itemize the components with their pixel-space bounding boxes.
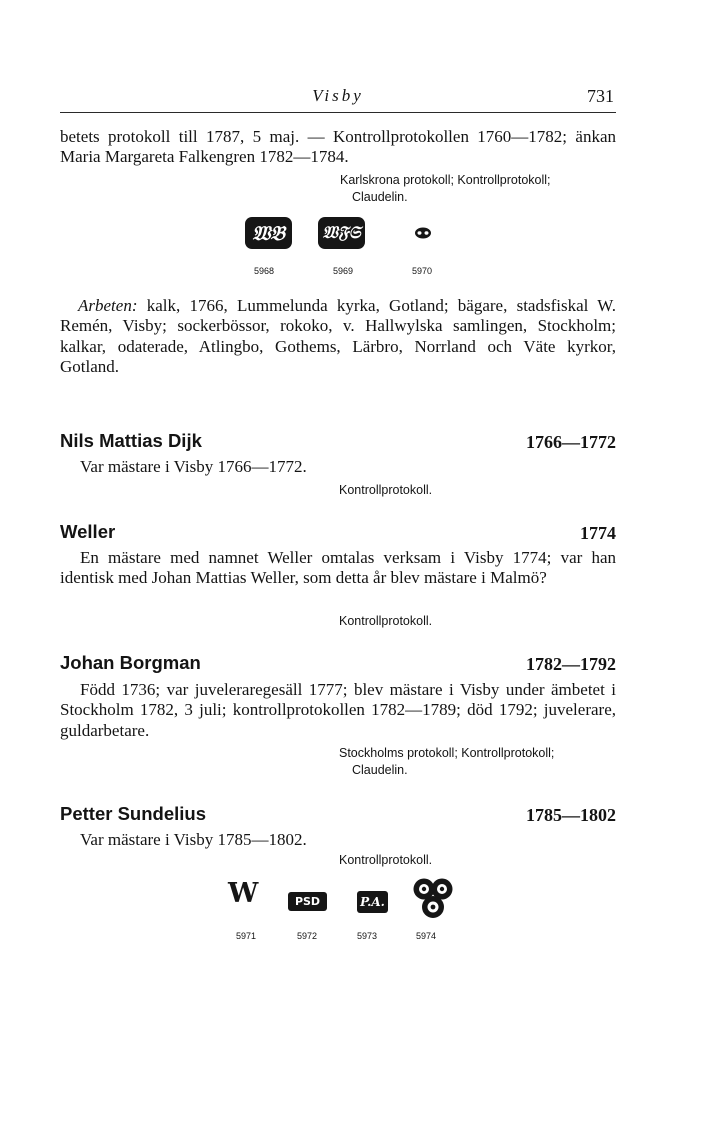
entry-name: Petter Sundelius <box>60 803 206 824</box>
mark-number-5970: 5970 <box>412 266 433 276</box>
entry-text-borgman: Född 1736; var juveleraregesäll 1777; blev mästare i Visby under ämbetet i Stockholm 1782, 3 juli; kontrollprotokollen 1782—1789; död 1792; juvelerare, guldarbetare. <box>60 680 616 740</box>
entry-source-borgman-line-1: Stockholms protokoll; Kontrollprotokoll; <box>339 746 555 760</box>
mark-number-5973: 5973 <box>357 931 378 941</box>
maker-mark-5969: 𝔚𝔉𝔖 <box>318 217 365 249</box>
intro-source-line-2: Claudelin. <box>352 190 408 204</box>
works-label: Arbeten: <box>78 296 138 315</box>
maker-mark-5968: 𝔚𝔅 <box>245 217 292 249</box>
entry-source-sundelius: Kontrollprotokoll. <box>339 853 433 867</box>
mark-number-5968: 5968 <box>254 266 275 276</box>
town-mark-5970 <box>413 226 433 240</box>
mark-number-5972: 5972 <box>297 931 318 941</box>
page-number: 731 <box>587 86 614 106</box>
mark-number-5971: 5971 <box>236 931 257 941</box>
mark-number-5974: 5974 <box>416 931 437 941</box>
entry-text-weller: En mästare med namnet Weller omtalas verksam i Visby 1774; var han identisk med Johan Mattias Weller, som detta år blev mästare i Malmö? <box>60 548 616 588</box>
entry-text-dijk: Var mästare i Visby 1766—1772. <box>80 457 307 476</box>
entry-years: 1782—1792 <box>526 654 616 674</box>
mark-number-5969: 5969 <box>333 266 354 276</box>
maker-mark-5971: W <box>228 878 259 909</box>
entry-heading-weller <box>60 521 616 545</box>
entry-name: Weller <box>60 521 116 542</box>
works-text: kalk, 1766, Lummelunda kyrka, Gotland; bägare, stadsfiskal W. Remén, Visby; sockerbössor, rokoko, v. Hallwylska samlingen, Stockholm; kalkar, odaterade, Atlingbo, Gothems, Lärbro, Norrland och Väte kyrkor, Gotland. <box>60 296 617 376</box>
entry-name: Johan Borgman <box>60 652 201 673</box>
maker-mark-5972: PSD <box>288 892 327 911</box>
entry-heading-borgman <box>60 652 616 676</box>
entry-years: 1766—1772 <box>526 432 616 452</box>
entry-source-borgman-line-2: Claudelin. <box>352 763 408 777</box>
works-paragraph <box>60 296 616 377</box>
entry-name: Nils Mattias Dijk <box>60 430 202 451</box>
intro-source-line-1: Karlskrona protokoll; Kontrollprotokoll; <box>340 173 551 187</box>
town-mark-5974 <box>412 876 454 920</box>
entry-heading-dijk <box>60 430 616 454</box>
entry-source-weller: Kontrollprotokoll. <box>339 614 433 628</box>
running-header <box>60 86 616 113</box>
entry-heading-sundelius <box>60 803 616 827</box>
entry-source-dijk: Kontrollprotokoll. <box>339 483 433 497</box>
running-title: Visby <box>312 86 364 105</box>
entry-years: 1785—1802 <box>526 805 616 825</box>
intro-paragraph: betets protokoll till 1787, 5 maj. — Kontrollprotokollen 1760—1782; änkan Maria Margareta Falkengren 1782—1784. <box>60 127 616 167</box>
maker-mark-5973: P.A. <box>357 891 388 913</box>
entry-years: 1774 <box>580 523 616 543</box>
entry-text-sundelius: Var mästare i Visby 1785—1802. <box>80 830 307 849</box>
